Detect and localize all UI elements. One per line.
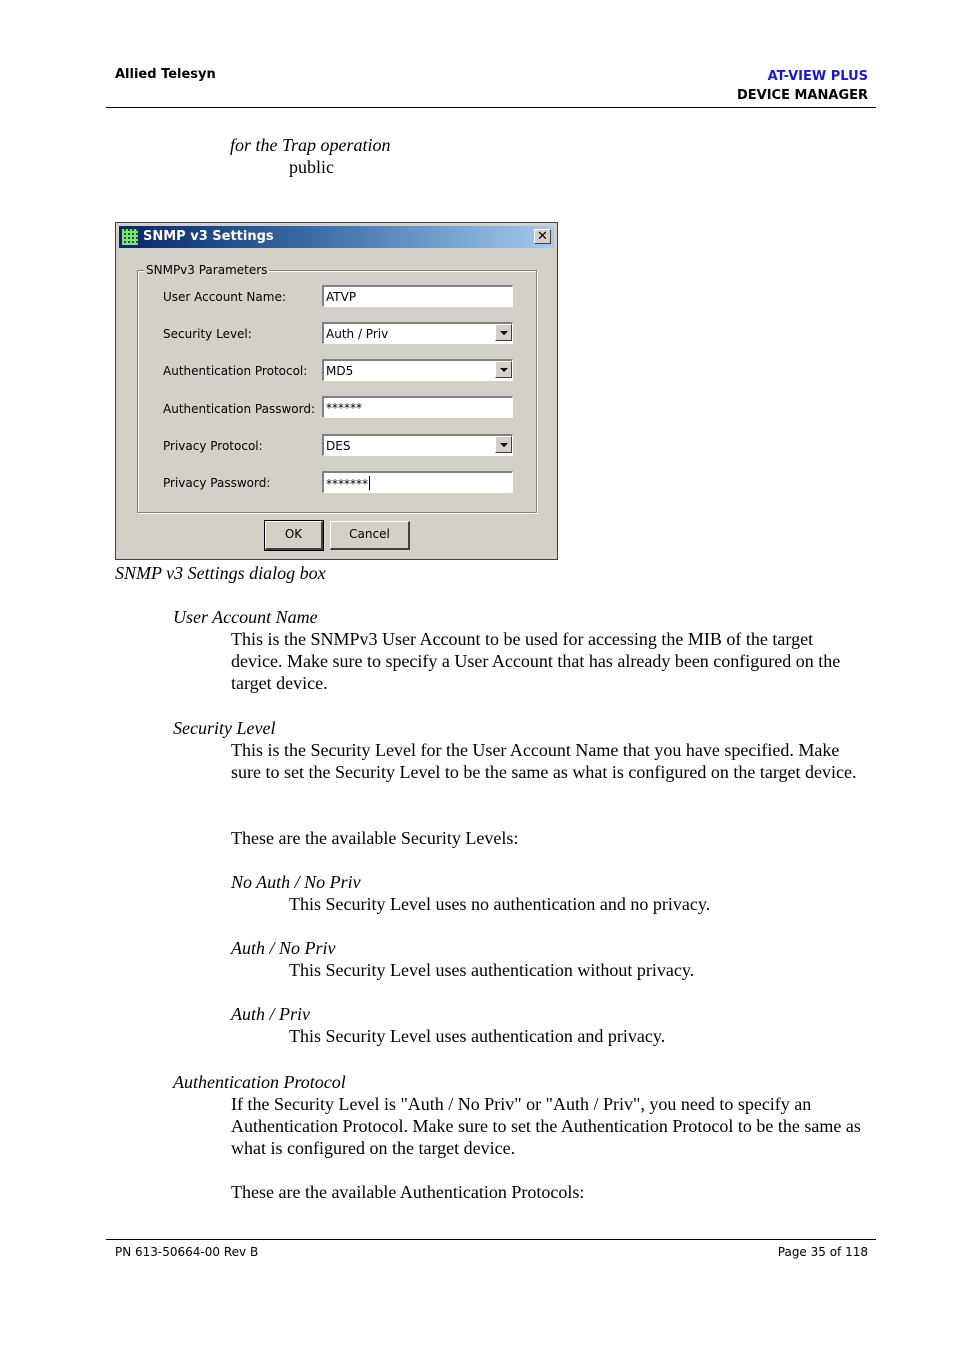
security-level-select[interactable] xyxy=(322,322,513,344)
dialog-titlebar xyxy=(119,226,554,248)
footer-rule xyxy=(106,1239,876,1240)
privacy-protocol-value: DES xyxy=(326,439,351,453)
chevron-down-icon[interactable] xyxy=(495,436,512,453)
level-name: No Auth / No Priv xyxy=(231,872,361,892)
security-level-body: This is the Security Level for the User Account Name that you have specified. Make sure to set the Security Level to be the same as what is configured on the target device. xyxy=(231,740,857,782)
security-level-heading: Security Level xyxy=(173,718,276,738)
part-number: PN 613-50664-00 Rev B xyxy=(115,1245,259,1259)
page-number: Page 35 of 118 xyxy=(777,1245,868,1259)
ok-button[interactable]: OK xyxy=(265,521,323,550)
user-account-name-input[interactable] xyxy=(322,285,513,307)
dialog-title: SNMP v3 Settings xyxy=(143,229,274,244)
user-account-name-label: User Account Name: xyxy=(163,290,286,304)
privacy-password-value: ******* xyxy=(326,477,368,491)
user-account-body: This is the SNMPv3 User Account to be used for accessing the MIB of the target device. Make sure to specify a User Account that has already been configured on the target device. xyxy=(231,629,841,693)
level-desc: This Security Level uses authentication and privacy. xyxy=(289,1026,666,1046)
security-level-label: Security Level: xyxy=(163,327,252,341)
user-account-heading: User Account Name xyxy=(173,607,318,627)
security-levels-intro: These are the available Security Levels: xyxy=(231,828,519,848)
auth-protocol-heading: Authentication Protocol xyxy=(173,1072,346,1092)
section-name: DEVICE MANAGER xyxy=(736,88,868,103)
text-caret xyxy=(369,476,370,490)
snmp-v3-settings-dialog xyxy=(115,222,558,560)
product-name: AT-VIEW PLUS xyxy=(767,69,868,84)
auth-protocol-select[interactable] xyxy=(322,359,513,381)
privacy-password-label: Privacy Password: xyxy=(163,476,271,490)
security-level-value: Auth / Priv xyxy=(326,327,389,341)
user-account-name-value: ATVP xyxy=(326,290,357,304)
privacy-protocol-label: Privacy Protocol: xyxy=(163,439,263,453)
auth-password-input[interactable] xyxy=(322,396,513,418)
level-name: Auth / No Priv xyxy=(231,938,336,958)
level-name: Auth / Priv xyxy=(231,1004,310,1024)
privacy-password-input[interactable] xyxy=(322,471,513,493)
group-label: SNMPv3 Parameters xyxy=(146,263,268,277)
company-name: Allied Telesyn xyxy=(115,67,216,82)
intro-line: for the Trap operation xyxy=(230,135,391,155)
cancel-button[interactable]: Cancel xyxy=(330,521,410,550)
close-icon[interactable]: ✕ xyxy=(534,229,551,244)
auth-password-label: Authentication Password: xyxy=(163,402,315,416)
level-desc: This Security Level uses no authentication and no privacy. xyxy=(289,894,711,914)
header-rule xyxy=(106,107,876,108)
header-right xyxy=(737,67,868,105)
figure-caption: SNMP v3 Settings dialog box xyxy=(115,563,326,583)
auth-protocol-body: If the Security Level is "Auth / No Priv" or "Auth / Priv", you need to specify an Authentication Protocol. Make sure to set the Authentication Protocol to be the same as what is configured on the target device. xyxy=(231,1094,861,1158)
auth-password-value: ****** xyxy=(326,401,362,415)
auth-protocol-value: MD5 xyxy=(326,364,354,378)
level-desc: This Security Level uses authentication without privacy. xyxy=(289,960,695,980)
auth-protocols-intro: These are the available Authentication Protocols: xyxy=(231,1182,585,1202)
intro-value: public xyxy=(289,157,334,177)
privacy-protocol-select[interactable] xyxy=(322,434,513,456)
auth-protocol-label: Authentication Protocol: xyxy=(163,364,308,378)
chevron-down-icon[interactable] xyxy=(495,361,512,378)
chevron-down-icon[interactable] xyxy=(495,324,512,341)
grid-app-icon xyxy=(122,229,138,245)
